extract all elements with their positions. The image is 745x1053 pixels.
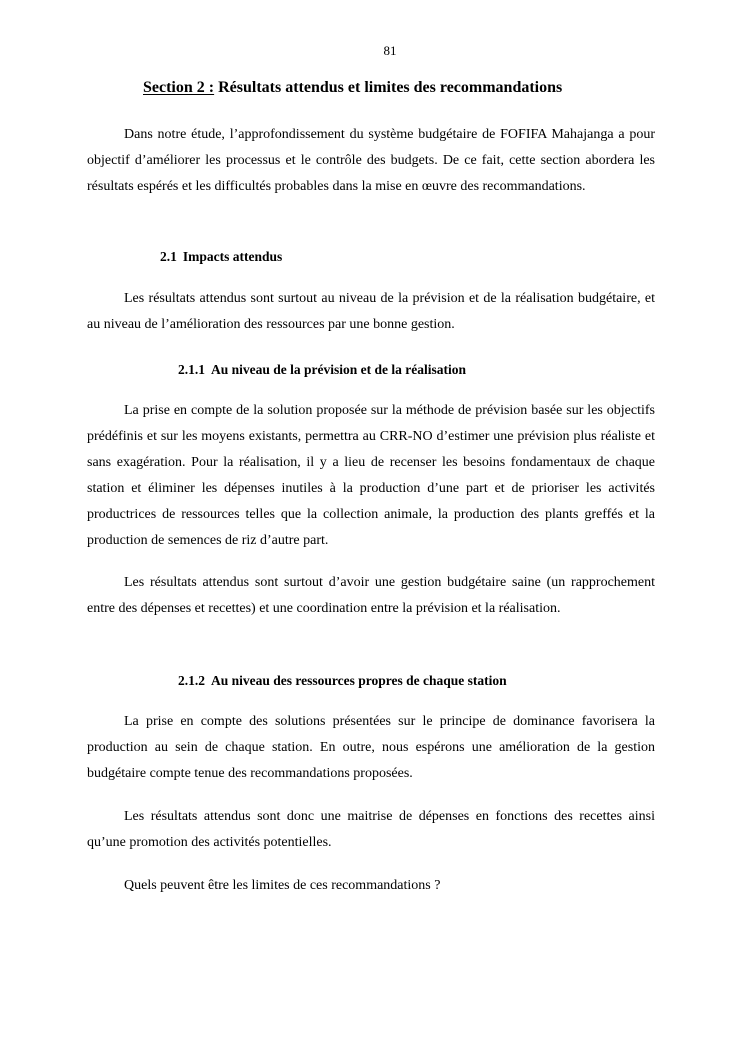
subsection-2-1-2-heading — [178, 673, 507, 689]
subsection-2-1-1-heading — [178, 362, 466, 378]
subsection-2-1-heading — [160, 249, 282, 265]
section-title-text: Résultats attendus et limites des recommandations — [218, 79, 563, 96]
subsection-number: 2.1 — [160, 249, 177, 264]
section-label: Section 2 : — [143, 79, 215, 96]
ressources-paragraph-2: Les résultats attendus sont donc une maitrise de dépenses en fonctions des recettes ainsi qu’une promotion des activités potentielles. — [87, 809, 655, 850]
section-title — [143, 78, 562, 98]
subsection-number: 2.1.2 — [178, 673, 205, 688]
subsection-title: Au niveau de la prévision et de la réalisation — [211, 362, 467, 377]
intro-paragraph: Dans notre étude, l’approfondissement du système budgétaire de FOFIFA Mahajanga a pour objectif d’améliorer les processus et le contrôle des budgets. De ce fait, cette section abordera les résultats espérés et les difficultés probables dans la mise en œuvre des recommandations. — [87, 127, 655, 194]
subsection-title: Impacts attendus — [182, 249, 283, 264]
impacts-paragraph: Les résultats attendus sont surtout au niveau de la prévision et de la réalisation budgétaire, et au niveau de l’amélioration des ressources par une bonne gestion. — [87, 291, 655, 332]
closing-question: Quels peuvent être les limites de ces recommandations ? — [124, 878, 441, 893]
prevision-paragraph-2: Les résultats attendus sont surtout d’avoir une gestion budgétaire saine (un rapprochement entre des dépenses et recettes) et une coordination entre la prévision et la réalisation. — [87, 575, 655, 616]
subsection-number: 2.1.1 — [178, 362, 205, 377]
prevision-paragraph-1: La prise en compte de la solution proposée sur la méthode de prévision basée sur les objectifs prédéfinis et sur les moyens existants, permettra au CRR-NO d’estimer une prévision plus réaliste et sans exagération. Pour la réalisation, il y a lieu de recenser les besoins fondamentaux de chaque station et éliminer les dépenses inutiles à la production d’une part et de prioriser les activités productrices de ressources telles que la collection animale, la production des plants greffés et la production de semences de riz d’autre part. — [87, 403, 655, 548]
subsection-title: Au niveau des ressources propres de chaque station — [211, 673, 507, 688]
page-number: 81 — [383, 43, 397, 58]
ressources-paragraph-1: La prise en compte des solutions présentées sur le principe de dominance favorisera la production au sein de chaque station. En outre, nous espérons une amélioration de la gestion budgétaire compte tenue des recommandations proposées. — [87, 714, 655, 781]
